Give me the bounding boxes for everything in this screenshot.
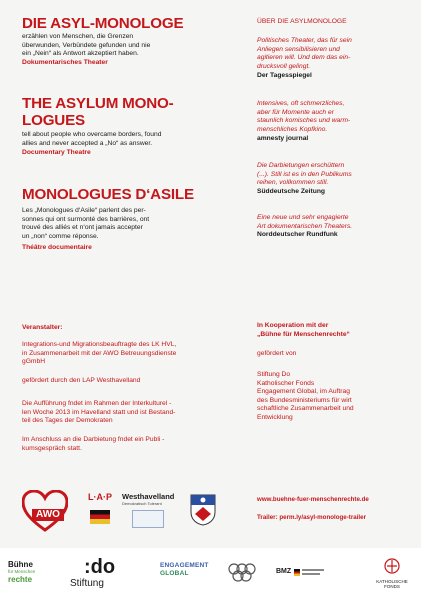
lap-letters: L·A·P <box>88 492 112 502</box>
buehne-subword: für Menschen <box>8 569 36 574</box>
organizer-heading: Veranstalter: <box>22 324 63 331</box>
funded-by-label: gefördert von <box>257 350 297 357</box>
engagement-global-mark <box>227 562 257 582</box>
ministry-emblem-icon <box>132 510 164 528</box>
global-word: GLOBAL <box>160 570 189 577</box>
bmz-flag-icon <box>294 569 300 576</box>
cooperation-heading: In Kooperation mit der „Bühne für Menschenrechte“ <box>257 322 350 338</box>
reviews-heading: ÜBER DIE ASYLMONOLOGE <box>257 18 347 25</box>
globe-cross-icon <box>384 558 400 574</box>
organizer-funding: gefördert durch den LAP Westhavelland <box>22 377 141 384</box>
review-source-3: Süddeutsche Zeitung <box>257 188 325 195</box>
buehne-word: Bühne <box>8 560 33 569</box>
german-description: erzählen von Menschen, die Grenzen überwunden, Verbündete gefunden und nie ein „Nein“ als Antwort akzeptiert haben. <box>22 33 151 57</box>
english-title-line-2: LOGUES <box>22 112 85 129</box>
french-title: MONOLOGUES D‘ASILE <box>22 186 194 203</box>
organizer-event-context: Die Aufführung fndet im Rahmen der Interkulturel - len Woche 2013 im Havelland statt und ist Bestand- teil des Tages der Demokraten <box>22 400 176 424</box>
english-description: tell about people who overcame borders, found allies and never accepted a „No“ as answer. <box>22 131 162 147</box>
french-description: Les „Monologues d‘Asile“ parlent des per- sonnes qui ont surmonté des barrières, ont trouvé des alliés et n‘ont jamais accepter un „non“ comme réponse. <box>22 207 150 240</box>
bmz-word: BMZ <box>276 568 292 575</box>
awo-label: AWO <box>32 509 64 521</box>
review-quote-2: Intensives, oft schmerzliches, aber für Momente auch er staunlich komisches und warm- menschliches Kopfkino. <box>257 100 351 133</box>
kf-word-2: FONDS <box>384 584 400 589</box>
bmz-text-line-1 <box>302 569 324 571</box>
review-quote-1: Politisches Theater, das für sein Anliegen sensibilisieren und agitieren will. Und dem das ein- drucksvoll gelingt. <box>257 37 352 70</box>
kf-word-1: KATHOLISCHE <box>376 579 408 584</box>
review-source-1: Der Tagesspiegel <box>257 72 312 79</box>
do-mark: :do <box>84 556 116 578</box>
review-source-4: Norddeutscher Rundfunk <box>257 231 338 238</box>
english-genre: Documentary Theatre <box>22 149 91 156</box>
awo-logo <box>22 490 68 532</box>
french-genre: Théâtre documentaire <box>22 244 92 251</box>
stiftung-do-logo <box>70 556 130 589</box>
english-title-line-1: THE ASYLUM MONO- <box>22 95 174 112</box>
organizer-text: Integrations-und Migrationsbeauftragte des LK HVL, in Zusammenarbeit mit der AWO Betreuungsdienste gGmbH <box>22 341 177 365</box>
bmz-text-line-2 <box>302 573 320 575</box>
buehne-rechte-word: rechte <box>8 575 33 584</box>
lap-name: Westhavelland <box>122 492 175 501</box>
funders-list: Stiftung Do Katholischer Fonds Engagement Global, im Auftrag des Bundesministeriums für wirt schaftliche Zusammenarbeit und Entwicklung <box>257 371 354 421</box>
trailer-link[interactable]: Trailer: perm.ly/asyl-monologe-trailer <box>257 514 367 521</box>
lap-westhavelland-logo <box>88 492 180 536</box>
germany-flag-icon <box>90 510 110 524</box>
german-title: DIE ASYL-MONOLOGE <box>22 15 184 32</box>
coat-of-arms-icon <box>190 494 216 526</box>
lap-subtitle: Demokratisch Tolerant <box>122 501 162 506</box>
review-source-2: amnesty journal <box>257 135 309 142</box>
do-stiftung-word: Stiftung <box>70 578 104 589</box>
organizer-talk-note: Im Anschluss an die Darbietung fndet ein Publi - kumsgespräch statt. <box>22 436 165 452</box>
review-quote-3: Die Darbietungen erschüttern (...). Still ist es in den Publikums reihen, vollkommen still. <box>257 162 352 186</box>
buehne-fuer-menschenrechte-logo <box>8 560 52 584</box>
german-genre: Dokumentarisches Theater <box>22 59 108 66</box>
engagement-word: ENGAGEMENT <box>160 562 209 569</box>
people-circles-icon <box>227 562 257 582</box>
website-link[interactable]: www.buehne-fuer-menschenrechte.de <box>257 496 369 503</box>
engagement-global-logo <box>160 562 226 578</box>
review-quote-4: Eine neue und sehr engagierte Art dokumentarischen Theaters. <box>257 214 353 230</box>
havelland-coat-of-arms <box>190 494 216 526</box>
katholischer-fonds-logo <box>368 558 416 589</box>
